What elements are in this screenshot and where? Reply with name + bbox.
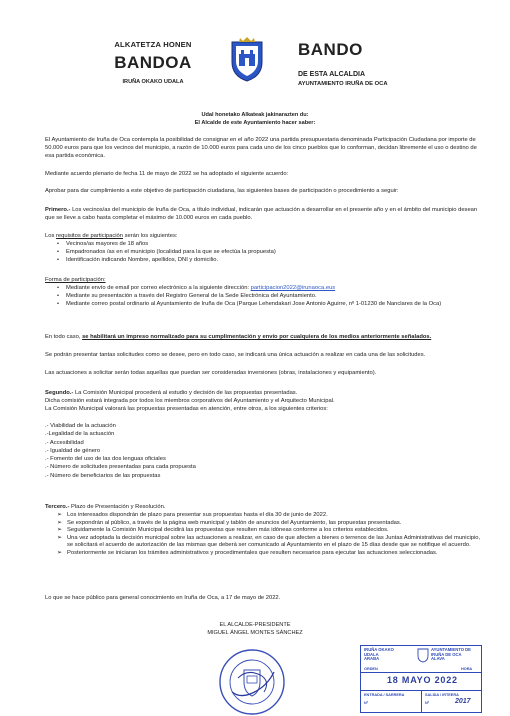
primero-text: Los vecinos/as del municipio de Iruña de Oca, a título individual, indicarán que actuación a desarrollar en el presente año y en el ámbito del municipio desean que se lleve a cabo hasta completar el máximo de 10.000 euros en cada pueblo. — [45, 207, 478, 221]
forma-list — [57, 284, 485, 308]
list-item: • Vecinos/as mayores de 18 años — [57, 241, 149, 247]
stamp-divider — [421, 690, 422, 713]
requisitos-tail: serán los siguientes: — [123, 233, 178, 239]
comision-line-2: La Comisión Municipal valorará las propuestas presentadas en atención, entre otros, a los siguientes criterios: — [45, 406, 328, 412]
list-item: .- Número de beneficiarios de las propuestas — [45, 472, 161, 479]
stamp-right-line: IRUÑA DE OCA — [431, 651, 462, 657]
header-spanish-line2: DE ESTA ALCALDIA — [298, 71, 366, 78]
stamp-orden-label: ORDEN — [364, 667, 378, 671]
list-item: .- Accesibilidad — [45, 439, 84, 446]
segundo-text: La Comisión Municipal procederá al estudio y decisión de las propuestas presentadas. — [73, 390, 298, 396]
agreement-paragraph: Mediante acuerdo plenario de fecha 11 de mayo de 2022 se ha adoptado el siguiente acuerdo: — [45, 171, 289, 177]
stamp-date: 18 MAYO 2022 — [387, 675, 458, 685]
stamp-divider — [361, 672, 481, 673]
stamp-salida-label: SALIDA / IRTEERA — [425, 693, 459, 697]
header-basque-line1: ALKATETZA HONEN — [114, 40, 192, 49]
primero-paragraph — [45, 206, 485, 222]
criterios-list — [45, 422, 345, 480]
header-basque-line3: IRUÑA OKAKO UDALA — [122, 79, 184, 85]
stamp-left-line: IRUÑA OKAKO — [364, 647, 394, 652]
closing-paragraph: Lo que se hace público para general conocimiento en Iruña de Oca, a 17 de mayo de 2022. — [45, 595, 281, 601]
municipal-crest-icon — [228, 36, 266, 82]
list-item: • Mediante correo postal ordinario al Ayuntamiento de Iruña de Oca (Parque Lehendakari Jose Antonio Aguirre, nº 1-01230 de Nanclares de la Oca) — [57, 301, 442, 307]
requisitos-lead: Los — [45, 233, 56, 239]
stamp-right-line: AYUNTAMIENTO DE — [431, 647, 471, 652]
list-item-text: Se expondrán al público, a través de la página web municipal y tablón de anuncios del Ayuntamiento, las propuestas presentadas. — [67, 519, 402, 526]
list-item-text: Mediante su presentación a través del Registro General de la Sede Electrónica del Ayuntamiento. — [66, 293, 317, 299]
requisitos-label: requisitos de participación — [55, 233, 123, 239]
stamp-salida-number: 2017 — [455, 698, 471, 705]
todo-caso-bold: se habilitará un impreso normalizado para su cumplimentación y envío por cualquiera de los medios anteriormente señalados. — [82, 334, 432, 340]
stamp-right-block — [431, 648, 481, 662]
list-item-text: Posteriormente se iniciaran los trámites administrativos y procedimentales que resulten necesarios para ejecutar las actuaciones seleccionadas. — [67, 549, 438, 556]
list-item: • Mediante envío de email por correo electrónico a la siguiente dirección: participacion2022@irunaoca.eus — [57, 285, 336, 291]
list-item-text: Empadronados /as en el municipio (localidad para la que se efectúa la propuesta) — [66, 249, 276, 255]
list-item-text: Una vez adoptada la decisión municipal sobre las actuaciones a realizar, en caso de que afecten a bienes o terrenos de las Juntas Administrativas del municipio, se solicitará el acuerdo de autorización de las mismas que deberá ser comunicado al Ayuntamiento en el plazo de 15 días desde que se notifique el acuerdo. — [67, 534, 481, 549]
stamp-left-line: UDALA — [364, 651, 379, 657]
list-item: • Identificación indicando Nombre, apellidos, DNI y domicilio. — [57, 257, 219, 263]
official-round-seal-icon — [218, 648, 286, 716]
list-item: .-Legalidad de la actuación — [45, 431, 115, 438]
forma-heading: Forma de participación: — [45, 277, 106, 283]
list-item-text: Vecinos/as mayores de 18 años — [66, 241, 149, 247]
list-item: ➢ Los interesados dispondrán de plazo para presentar sus propuestas hasta el día 30 de junio de 2022. — [57, 512, 328, 518]
list-item-text: Identificación indicando Nombre, apellidos, DNI y domicilio. — [66, 257, 219, 263]
stamp-num-label: Nº — [425, 701, 430, 705]
header-spanish — [298, 40, 448, 87]
salutation-basque: Udal honetako Alkateak jakinarazten du: — [201, 112, 309, 118]
approve-paragraph: Aprobar para dar cumplimiento a este objetivo de participación ciudadana, las siguientes bases de participación o procedimiento a seguir: — [45, 188, 399, 194]
intro-paragraph: El Ayuntamiento de Iruña de Oca contempla la posibilidad de consignar en el año 2022 una partida presupuestaria denominada Participación Ciudadana por importe de 50.000 euros para que los vecinos del municipio, a razón de 10.000 euros para cada uno de los cinco pueblos que lo conforman, decidan libremente el uso o destino de esa partida económica. — [45, 137, 477, 159]
list-item-text: Seguidamente la Comisión Municipal decidirá las propuestas que resulten más idóneas conforme a los criterios establecidos. — [67, 527, 389, 534]
tercero-label: Tercero.- — [45, 504, 70, 510]
registry-stamp — [360, 645, 482, 713]
list-item: ➢ Seguidamente la Comisión Municipal decidirá las propuestas que resulten más idóneas conforme a los criterios establecidos. — [57, 527, 389, 534]
stamp-entrada-label: ENTRADA / SARRERA — [364, 693, 405, 697]
tercero-paragraph — [45, 503, 485, 511]
comision-line-1: Dicha comisión estará integrada por todos los miembros corporativos del Ayuntamiento y el Arquitecto Municipal. — [45, 398, 335, 404]
signature-role: EL ALCALDE-PRESIDENTE — [219, 622, 291, 628]
header-spanish-line3: AYUNTAMIENTO IRUÑA DE OCA — [298, 81, 388, 87]
list-item: ➢ Se expondrán al público, a través de la página web municipal y tablón de anuncios del Ayuntamiento, las propuestas presentadas. — [57, 519, 402, 526]
salutation-spanish: El Alcalde de este Ayuntamiento hacer saber: — [194, 120, 316, 126]
requisitos-heading — [45, 232, 485, 240]
actuaciones-paragraph: Las actuaciones a solicitar serán todas aquellas que puedan ser consideradas inversiones (obras, instalaciones y equipamiento). — [45, 370, 377, 376]
segundo-label: Segundo.- — [45, 390, 74, 396]
list-item-text: Mediante correo postal ordinario al Ayuntamiento de Iruña de Oca (Parque Lehendakari Jose Antonio Aguirre, nº 1-01230 de Nanclares de la Oca) — [66, 301, 442, 307]
segundo-paragraph — [45, 389, 485, 397]
list-item: ➢ Una vez adoptada la decisión municipal sobre las actuaciones a realizar, en caso de que afecten a bienes o terrenos de las Juntas Administrativas del municipio, se solicitará el acuerdo de autorización de las mismas que deberá ser comunicado al Ayuntamiento en el plazo de 15 días desde que se notifique el acuerdo. — [57, 534, 481, 549]
plazos-list — [57, 512, 485, 558]
header-basque — [98, 40, 208, 85]
list-item-text: Los interesados dispondrán de plazo para presentar sus propuestas hasta el día 30 de junio de 2022. — [67, 512, 328, 518]
stamp-num-label: Nº — [364, 701, 369, 705]
todo-caso-paragraph — [45, 333, 485, 341]
signature-name: MIGUEL ÁNGEL MONTES SÁNCHEZ — [207, 630, 303, 636]
stamp-right-line: ALAVA — [431, 656, 445, 662]
list-item-text: Mediante envío de email por correo electrónico a la siguiente dirección: — [66, 285, 251, 291]
list-item: • Empadronados /as en el municipio (localidad para la que se efectúa la propuesta) — [57, 249, 276, 255]
list-item: .- Fomento del uso de las dos lenguas oficiales — [45, 456, 166, 463]
list-item: ➢ Posteriormente se iniciaran los trámites administrativos y procedimentales que resulten necesarios para ejecutar las actuaciones seleccionadas. — [57, 549, 438, 556]
stamp-crest-icon — [417, 648, 429, 663]
primero-label: Primero.- — [45, 207, 71, 213]
email-link[interactable]: participacion2022@irunaoca.eus — [250, 285, 336, 291]
list-item: • Mediante su presentación a través del Registro General de la Sede Electrónica del Ayuntamiento. — [57, 293, 317, 299]
list-item: .- Viabilidad de la actuación — [45, 423, 116, 429]
requisitos-list — [57, 240, 485, 264]
list-item: .- Igualdad de género — [45, 447, 101, 454]
todo-caso-lead: En todo caso, — [45, 334, 83, 340]
list-item: .- Número de solicitudes presentadas para cada propuesta — [45, 464, 196, 471]
header-spanish-title: BANDO — [298, 40, 363, 59]
header-basque-title: BANDOA — [114, 53, 192, 72]
stamp-left-block — [364, 648, 416, 662]
tercero-text: Plazo de Presentación y Resolución. — [69, 504, 166, 510]
solicitudes-paragraph: Se podrán presentar tantas solicitudes como se desee, pero en todo caso, se indicará una única actuación a realizar en cada una de las solicitudes. — [45, 352, 426, 358]
stamp-hora-label: HORA — [461, 667, 473, 671]
stamp-left-line: ARABA — [364, 656, 380, 662]
